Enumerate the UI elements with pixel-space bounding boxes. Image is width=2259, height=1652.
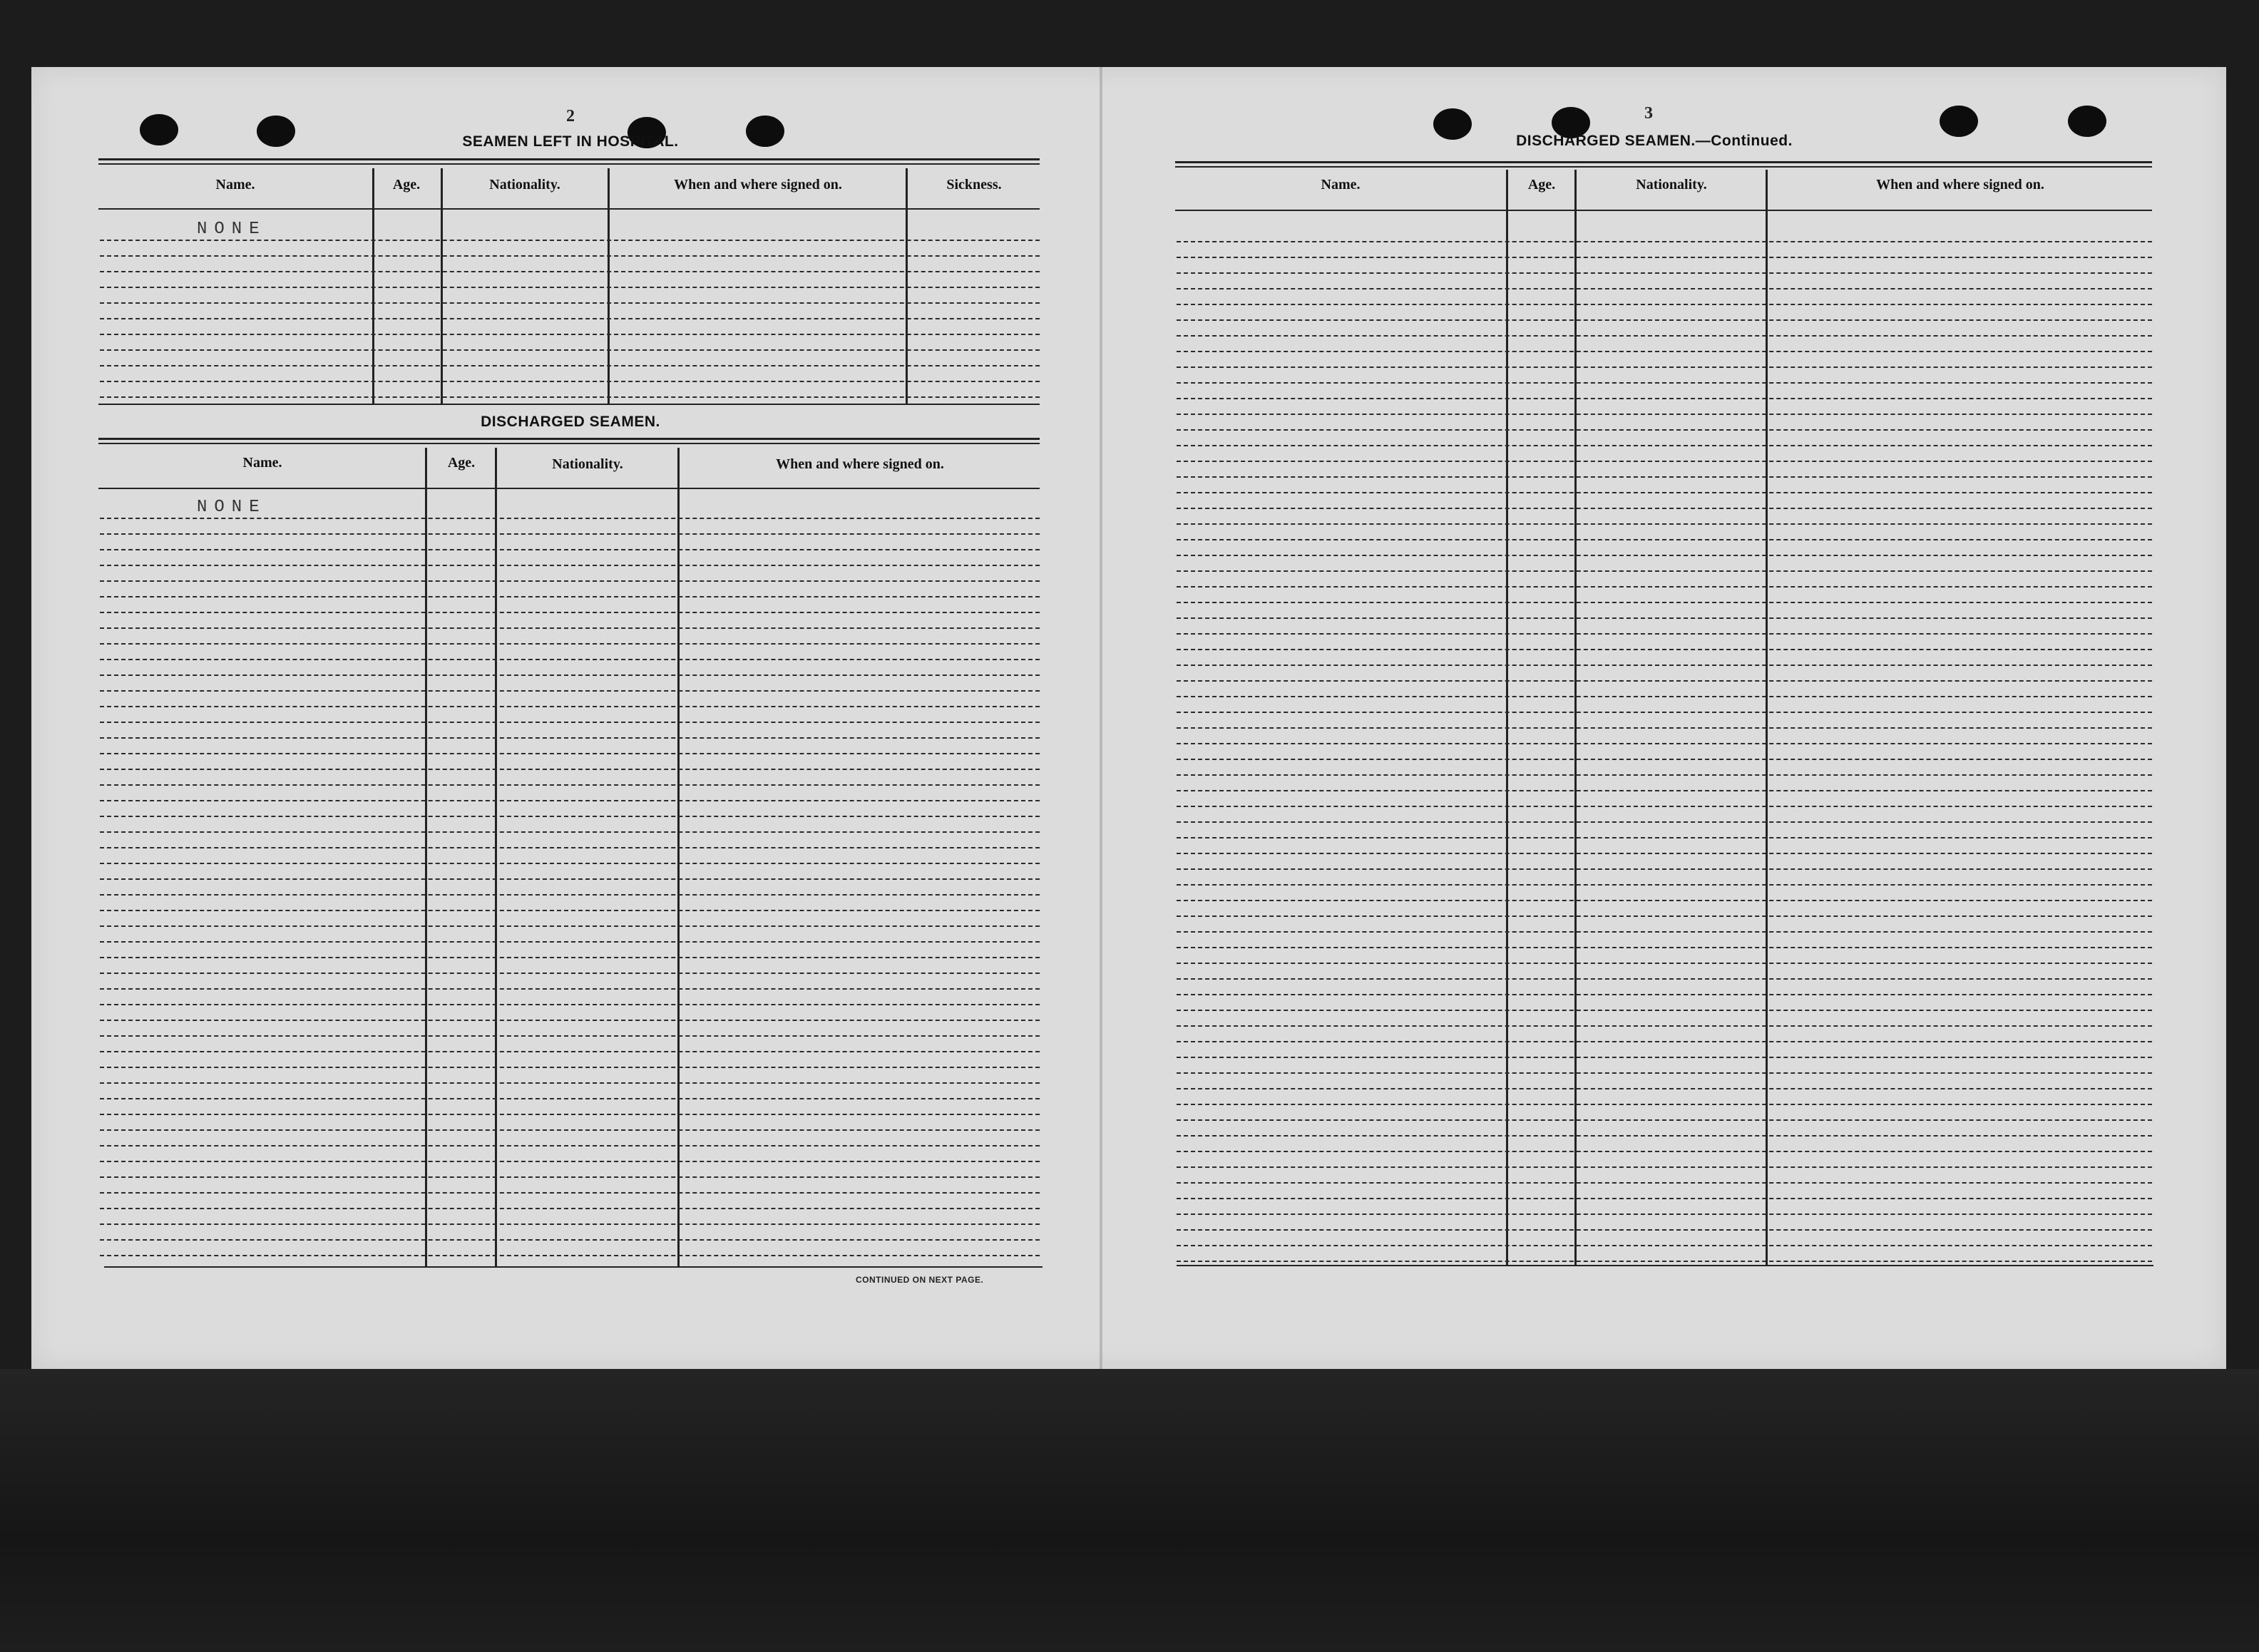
ruled-line: [1177, 900, 2152, 901]
ruled-line: [1177, 366, 2152, 368]
punch-hole: [1940, 106, 1978, 137]
ruled-line: [1177, 288, 2152, 289]
ruled-line: [100, 612, 1040, 613]
discharged-col-signed-on: When and where signed on.: [776, 456, 944, 472]
right-page-number: 3: [1644, 104, 1653, 123]
ruled-line: [100, 580, 1040, 582]
ruled-line: [1177, 1182, 2152, 1184]
ruled-line: [100, 737, 1040, 739]
ruled-line: [100, 318, 1040, 319]
ruled-line: [100, 1051, 1040, 1052]
ruled-line: [1177, 1088, 2152, 1089]
ruled-line: [100, 706, 1040, 707]
ruled-line: [100, 800, 1040, 801]
ruled-line: [100, 627, 1040, 629]
right-header-rule: [1175, 210, 2152, 211]
ruled-line: [1177, 586, 2152, 588]
ruled-line: [1177, 476, 2152, 478]
ruled-line: [1177, 304, 2152, 305]
ruled-line: [1177, 759, 2152, 760]
ruled-line: [100, 674, 1040, 676]
ruled-line: [1177, 633, 2152, 635]
ruled-line: [1177, 257, 2152, 258]
ruled-line: [100, 365, 1040, 366]
ruled-line: [1177, 351, 2152, 352]
ruled-line: [100, 1114, 1040, 1115]
ruled-line: [1177, 539, 2152, 540]
ruled-line: [1177, 712, 2152, 713]
hospital-top-rule: [98, 158, 1040, 160]
ruled-line: [1177, 398, 2152, 399]
ruled-line: [100, 1239, 1040, 1241]
hospital-col-name: Name.: [215, 177, 255, 193]
discharged-col-name: Name.: [242, 455, 282, 471]
ruled-line: [1177, 665, 2152, 666]
ruled-line: [1177, 1025, 2152, 1027]
ruled-line: [100, 518, 1040, 519]
ruled-line: [1177, 1135, 2152, 1137]
ruled-line: [1177, 680, 2152, 682]
ruled-line: [100, 381, 1040, 382]
ruled-line: [100, 1145, 1040, 1146]
left-page-number: 2: [566, 107, 575, 125]
ruled-line: [100, 596, 1040, 597]
ruled-line: [1177, 727, 2152, 729]
hospital-col-signed-on: When and where signed on.: [674, 177, 842, 193]
ruled-line: [100, 863, 1040, 864]
ruled-line: [1177, 1041, 2152, 1042]
ruled-line: [1177, 1198, 2152, 1199]
ruled-line: [1177, 335, 2152, 337]
right-section-heading: DISCHARGED SEAMEN.—Continued.: [1516, 133, 1793, 149]
ruled-line: [1177, 978, 2152, 980]
ruled-line: [1177, 461, 2152, 462]
ruled-line: [1177, 649, 2152, 650]
discharged-col-nationality: Nationality.: [552, 456, 623, 472]
ruled-line: [1177, 696, 2152, 697]
ruled-line: [100, 1255, 1040, 1256]
discharged-col-age: Age.: [447, 455, 476, 471]
ruled-line: [100, 847, 1040, 848]
ruled-line: [100, 549, 1040, 550]
ruled-line: [100, 722, 1040, 723]
ruled-line: [1177, 523, 2152, 525]
ruled-line: [1177, 963, 2152, 964]
ruled-line: [1177, 1229, 2152, 1231]
ruled-line: [1177, 853, 2152, 854]
right-col-divider: [1766, 170, 1768, 1265]
center-fold: [1100, 67, 1102, 1369]
hospital-section-heading: SEAMEN LEFT IN HOSPITAL.: [462, 133, 679, 150]
hospital-col-sickness: Sickness.: [946, 177, 1002, 193]
discharged-entry: NONE: [197, 498, 267, 517]
ruled-line: [100, 349, 1040, 351]
ruled-line: [1177, 790, 2152, 791]
ruled-line: [100, 533, 1040, 535]
ruled-line: [1177, 382, 2152, 384]
ruled-line: [100, 894, 1040, 896]
hospital-col-nationality: Nationality.: [489, 177, 560, 193]
ruled-line: [1177, 570, 2152, 572]
ruled-line: [100, 988, 1040, 990]
ruled-line: [1177, 1072, 2152, 1074]
right-col-signed-on: When and where signed on.: [1876, 177, 2044, 193]
continued-note: CONTINUED ON NEXT PAGE.: [856, 1275, 984, 1285]
ruled-line: [1177, 272, 2152, 274]
hospital-col-divider: [372, 168, 374, 404]
hospital-bottom-rule: [98, 404, 1040, 405]
ruled-line: [1177, 1166, 2152, 1168]
scanner-background: [0, 1369, 2259, 1652]
ruled-line: [1177, 508, 2152, 509]
ruled-line: [100, 255, 1040, 257]
ruled-line: [100, 643, 1040, 645]
document-sheet: [31, 67, 2226, 1369]
ruled-line: [1177, 319, 2152, 321]
ruled-line: [100, 1223, 1040, 1225]
ruled-line: [100, 1020, 1040, 1021]
ruled-line: [100, 1035, 1040, 1037]
ruled-line: [100, 1161, 1040, 1162]
ruled-line: [100, 334, 1040, 335]
ruled-line: [100, 1082, 1040, 1084]
ruled-line: [100, 1129, 1040, 1131]
ruled-line: [1177, 617, 2152, 619]
hospital-col-divider: [441, 168, 443, 404]
punch-hole: [140, 114, 178, 145]
ruled-line: [100, 396, 1040, 398]
ruled-line: [1177, 1245, 2152, 1246]
ruled-line: [100, 240, 1040, 241]
ruled-line: [1177, 806, 2152, 807]
ruled-line: [1177, 602, 2152, 603]
ruled-line: [100, 1192, 1040, 1194]
ruled-line: [1177, 947, 2152, 948]
ruled-line: [100, 957, 1040, 958]
hospital-header-rule: [98, 208, 1040, 210]
ruled-line: [1177, 429, 2152, 431]
hospital-top-rule: [98, 163, 1040, 165]
right-col-divider: [1574, 170, 1577, 1265]
ruled-line: [1177, 1010, 2152, 1011]
ruled-line: [1177, 414, 2152, 415]
hospital-entry: NONE: [197, 220, 267, 239]
ruled-line: [100, 1208, 1040, 1209]
discharged-section-heading: DISCHARGED SEAMEN.: [481, 414, 660, 430]
ruled-line: [1177, 1057, 2152, 1058]
right-top-rule: [1175, 166, 2152, 168]
ruled-line: [100, 784, 1040, 786]
ruled-line: [1177, 241, 2152, 242]
ruled-line: [100, 753, 1040, 754]
discharged-header-rule: [98, 488, 1040, 489]
ruled-line: [1177, 884, 2152, 886]
right-col-age: Age.: [1527, 177, 1556, 193]
ruled-line: [100, 816, 1040, 817]
ruled-line: [100, 1004, 1040, 1005]
ruled-line: [1177, 774, 2152, 776]
ruled-line: [100, 565, 1040, 566]
ruled-line: [100, 925, 1040, 927]
ruled-line: [100, 690, 1040, 692]
ruled-line: [100, 1067, 1040, 1068]
right-top-rule: [1175, 161, 2152, 163]
ruled-line: [100, 287, 1040, 288]
punch-hole: [257, 116, 295, 147]
ruled-line: [1177, 915, 2152, 917]
ruled-line: [1177, 821, 2152, 823]
ruled-line: [100, 769, 1040, 770]
ruled-line: [100, 659, 1040, 660]
discharged-bottom-rule: [104, 1266, 1043, 1268]
hospital-col-divider: [608, 168, 610, 404]
ruled-line: [1177, 1214, 2152, 1215]
ruled-line: [1177, 1261, 2152, 1262]
ruled-line: [1177, 931, 2152, 933]
ruled-line: [1177, 1119, 2152, 1121]
ruled-line: [100, 941, 1040, 943]
discharged-top-rule: [98, 438, 1040, 440]
ruled-line: [100, 271, 1040, 272]
right-col-nationality: Nationality.: [1636, 177, 1707, 193]
ruled-line: [100, 1098, 1040, 1099]
ruled-line: [1177, 555, 2152, 556]
ruled-line: [1177, 1104, 2152, 1105]
ruled-line: [1177, 743, 2152, 744]
ruled-line: [1177, 868, 2152, 870]
ruled-line: [1177, 837, 2152, 838]
ruled-line: [100, 878, 1040, 880]
right-col-name: Name.: [1321, 177, 1361, 193]
ruled-line: [1177, 994, 2152, 995]
ruled-line: [1177, 445, 2152, 446]
ruled-line: [100, 302, 1040, 304]
ruled-line: [100, 831, 1040, 833]
punch-hole: [2068, 106, 2106, 137]
hospital-col-age: Age.: [392, 177, 421, 193]
discharged-top-rule: [98, 443, 1040, 444]
ruled-line: [100, 973, 1040, 974]
ruled-line: [100, 910, 1040, 911]
ruled-line: [100, 1176, 1040, 1178]
ruled-line: [1177, 1151, 2152, 1152]
hospital-col-divider: [906, 168, 908, 404]
right-bottom-rule: [1177, 1265, 2153, 1266]
right-col-divider: [1506, 170, 1508, 1265]
ruled-line: [1177, 492, 2152, 493]
